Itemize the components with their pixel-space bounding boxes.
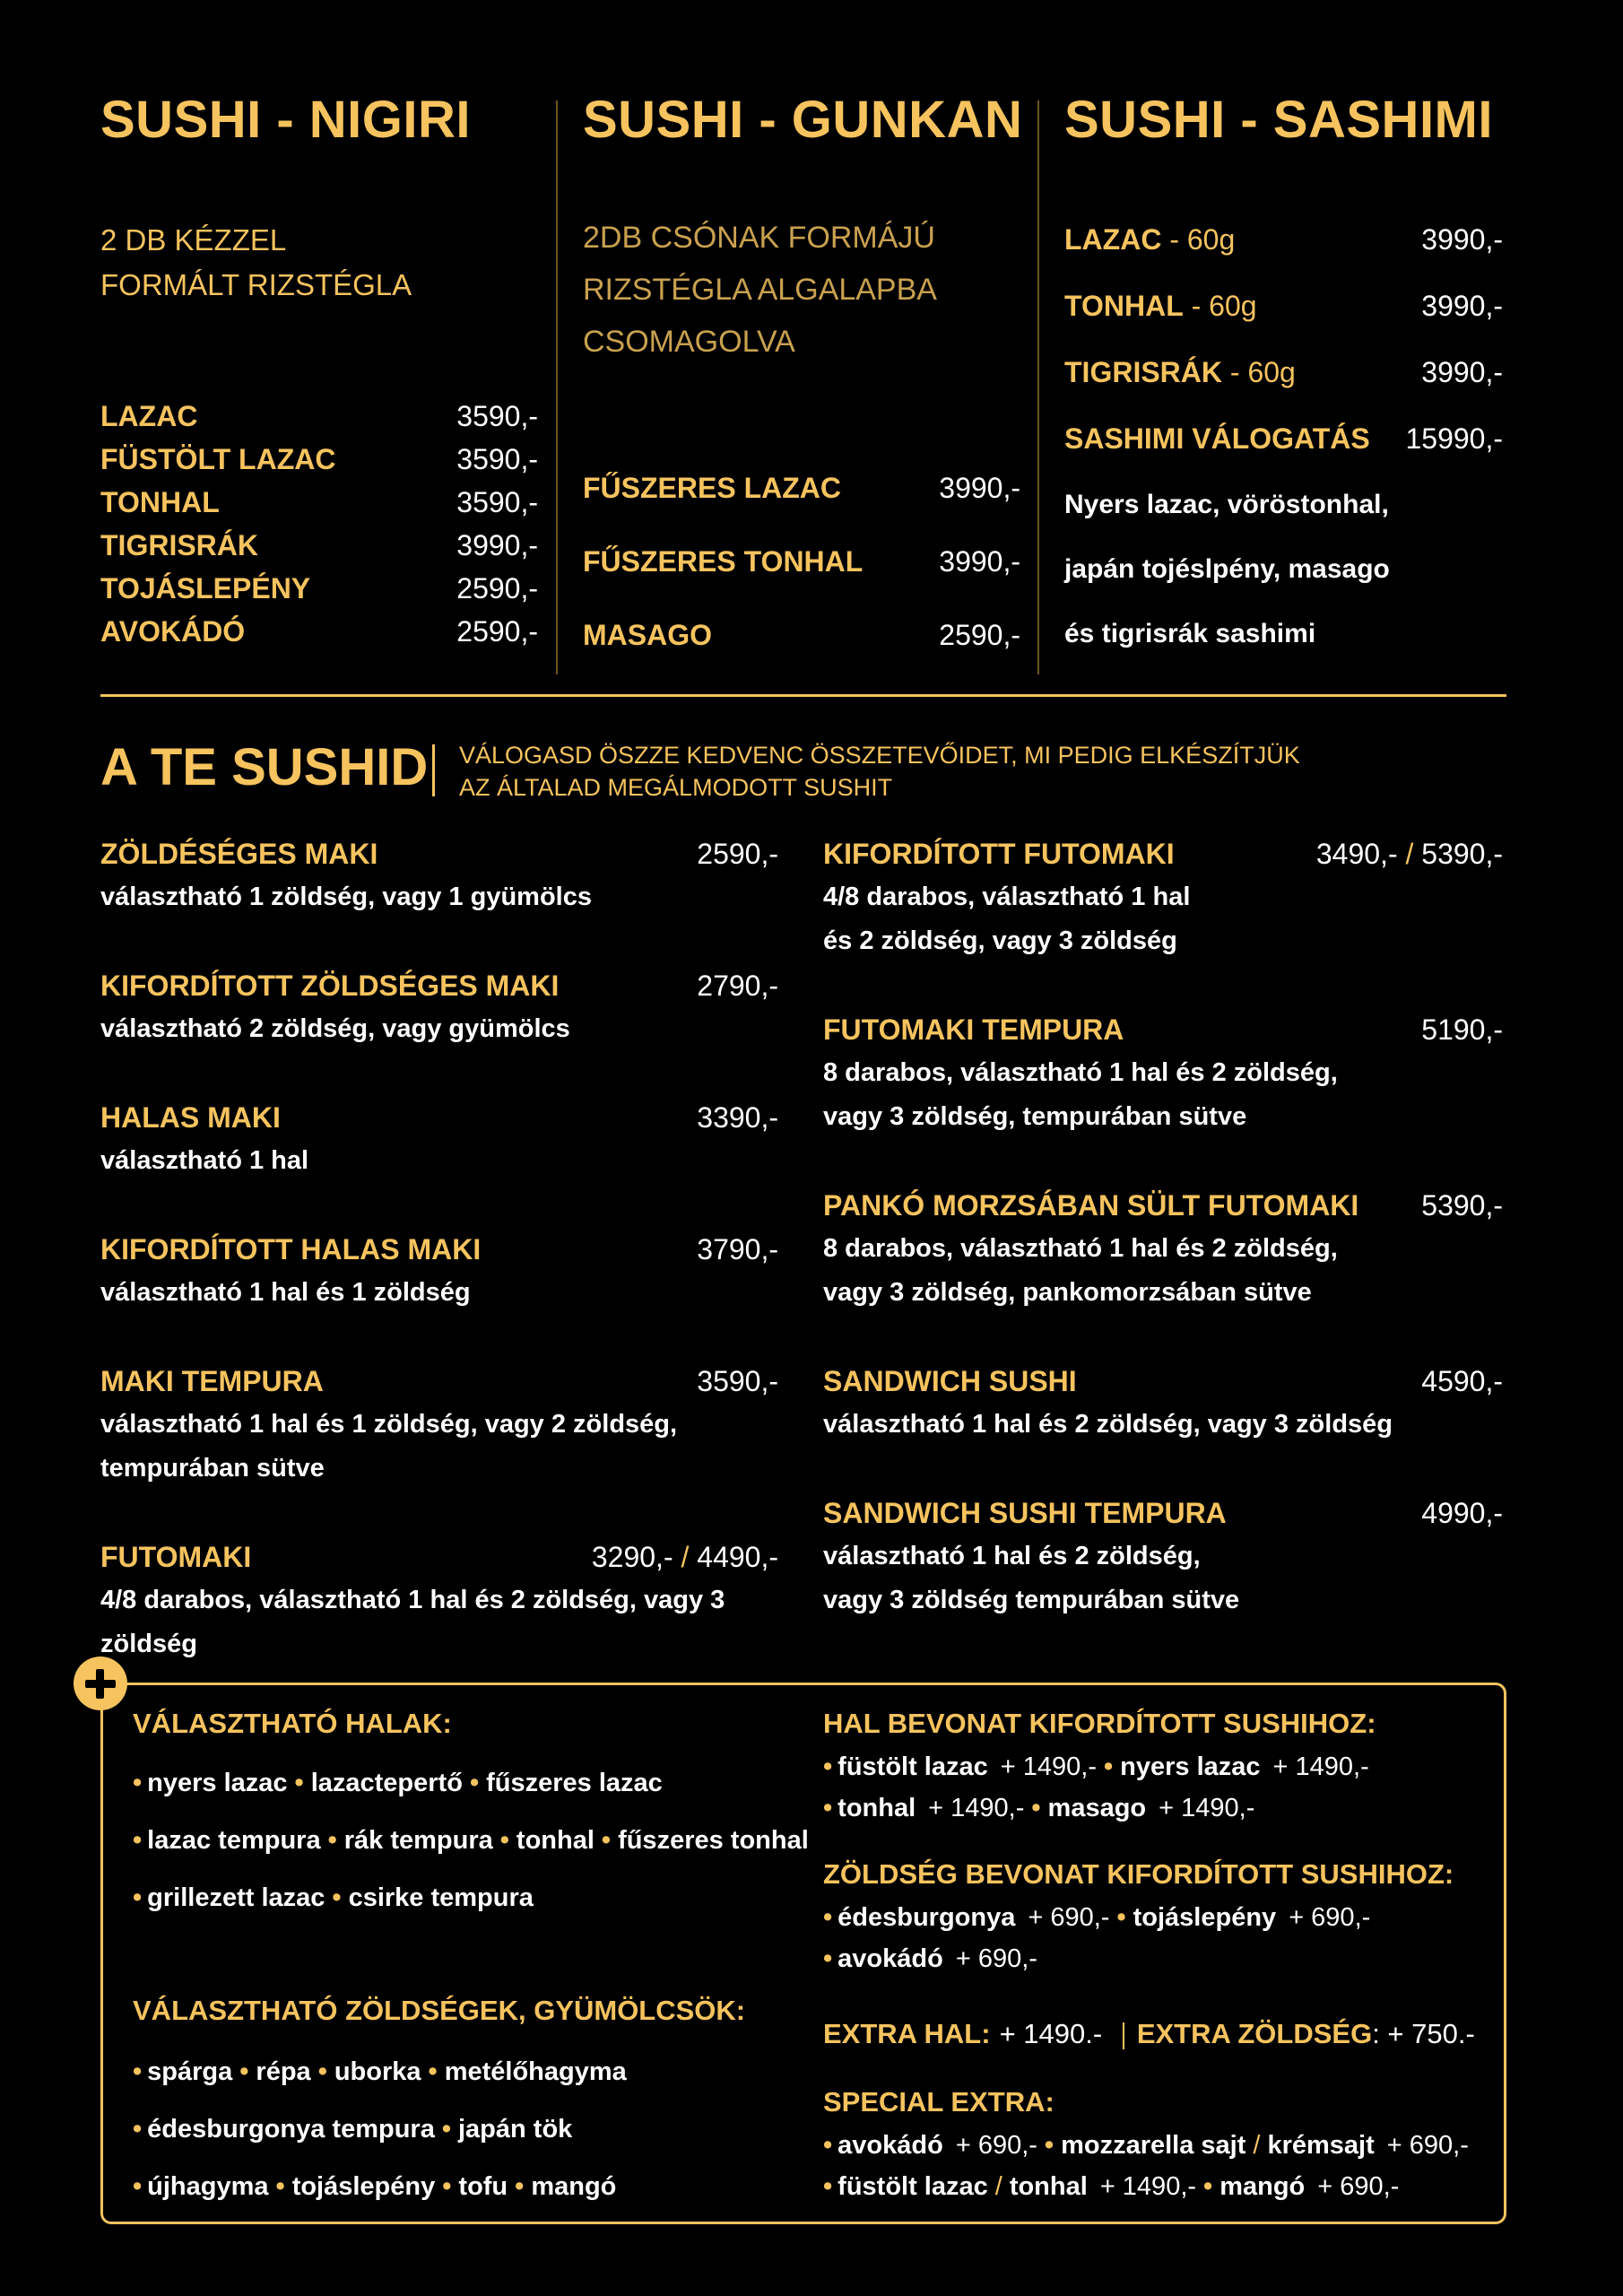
bullet-icon: • (294, 1769, 304, 1797)
nigiri-title: SUSHI - NIGIRI (100, 91, 472, 149)
nigiri-intro (100, 218, 412, 308)
sashimi-desc-line: japán tojéslpény, masago (1064, 554, 1390, 584)
item-name (1064, 290, 1257, 323)
bullet-icon: • (1044, 2131, 1055, 2160)
veg-title: VÁLASZTHATÓ ZÖLDSÉGEK, GYÜMÖLCSÖK: (133, 1995, 746, 2026)
option: lazactepertő (310, 1769, 463, 1797)
option-price: + 1490,- (1272, 1752, 1369, 1781)
item-name: LAZAC (100, 399, 198, 432)
option-price: + 1490,- (1000, 1752, 1097, 1781)
title-divider (432, 744, 435, 796)
column-divider (1037, 100, 1039, 674)
option: füstölt lazac (838, 2172, 988, 2201)
gunkan-item (583, 466, 1020, 509)
sashimi-item (1064, 218, 1503, 261)
nigiri-item (100, 395, 538, 438)
maki-desc: választható 1 hal és 1 zöldség, vagy 2 zöldség, (100, 1410, 678, 1439)
option-price: + 690,- (1386, 2131, 1469, 2160)
gunkan-intro-line: CSOMAGOLVA (583, 325, 795, 359)
maki-price: 5390,- (1421, 1188, 1503, 1222)
maki-desc: választható 2 zöldség, vagy gyümölcs (100, 1014, 570, 1043)
price-large: 5390,- (1421, 837, 1503, 870)
item-weight: - 60g (1222, 355, 1296, 388)
option: grillezett lazac (147, 1883, 325, 1912)
bullet-icon: • (133, 2057, 143, 2086)
item-name-text: LAZAC (1064, 222, 1162, 256)
extra-veg-price: : + 750.- (1372, 2018, 1475, 2049)
maki-name: HALAS MAKI (100, 1100, 281, 1134)
extra-fish-label: EXTRA HAL: (823, 2018, 991, 2049)
item-name-text: TONHAL (1064, 289, 1184, 322)
bullet-icon: • (317, 2057, 327, 2086)
maki-price: 2790,- (697, 969, 778, 1002)
option: masago (1047, 1794, 1147, 1822)
option: édesburgonya tempura (147, 2115, 435, 2144)
item-price: 2590,- (456, 571, 538, 604)
special-title: SPECIAL EXTRA: (823, 2086, 1055, 2118)
bullet-icon: • (133, 2172, 143, 2201)
option: mozzarella sajt (1061, 2131, 1246, 2160)
sushid-subtitle (459, 739, 1300, 804)
maki-price: 3390,- (697, 1100, 778, 1134)
maki-price: 4990,- (1421, 1496, 1503, 1529)
nigiri-item (100, 438, 538, 481)
extra-veg-label: EXTRA ZÖLDSÉG (1136, 2018, 1373, 2049)
option-price: + 1490,- (928, 1794, 1025, 1822)
bullet-icon: • (332, 1883, 342, 1912)
maki-item (823, 1492, 1503, 1622)
option: répa (256, 2057, 311, 2086)
maki-price: 4590,- (1421, 1364, 1503, 1397)
item-name (1064, 422, 1370, 456)
item-price: 3990,- (1421, 222, 1503, 256)
maki-name: ZÖLDÉSÉGES MAKI (100, 837, 378, 870)
bullet-icon: • (441, 2115, 451, 2144)
special-line (823, 2127, 1469, 2163)
item-weight: - 60g (1161, 222, 1236, 256)
maki-price: 3590,- (697, 1364, 778, 1397)
veg-coat-line (823, 1941, 1037, 1977)
plus-icon (74, 1657, 127, 1710)
maki-item (823, 1008, 1503, 1139)
maki-desc: választható 1 hal és 1 zöldség (100, 1278, 471, 1307)
option-separator: / (994, 2172, 1002, 2201)
option-price: + 1490,- (1159, 1794, 1255, 1822)
option: tojáslepény (1133, 1903, 1277, 1932)
option-price: + 690,- (1289, 1903, 1371, 1932)
option: tonhal (516, 1826, 595, 1855)
sashimi-title: SUSHI - SASHIMI (1064, 91, 1493, 149)
bullet-icon: • (239, 2057, 249, 2086)
veg-coat-line (823, 1900, 1370, 1935)
maki-name: MAKI TEMPURA (100, 1364, 324, 1397)
maki-desc: tempurában sütve (100, 1454, 325, 1483)
maki-item (823, 1184, 1503, 1315)
extra-divider (1123, 2022, 1124, 2049)
maki-desc: 4/8 darabos, választható 1 hal (823, 883, 1191, 911)
maki-price (592, 1541, 778, 1574)
maki-item (100, 1228, 778, 1315)
maki-desc: választható 1 hal (100, 1146, 309, 1175)
item-name: FŰSZERES LAZAC (583, 471, 841, 504)
option: krémsajt (1267, 2131, 1375, 2160)
bullet-icon: • (1031, 1794, 1041, 1822)
maki-name: KIFORDÍTOTT ZÖLDSÉGES MAKI (100, 969, 560, 1002)
maki-name: SANDWICH SUSHI (823, 1364, 1077, 1397)
nigiri-item (100, 524, 538, 567)
item-name: TIGRISRÁK (100, 528, 258, 561)
bullet-icon: • (823, 1903, 833, 1932)
bullet-icon: • (1203, 2172, 1213, 2201)
item-price: 3990,- (456, 528, 538, 561)
option: csirke tempura (348, 1883, 534, 1912)
option: fűszeres tonhal (618, 1826, 809, 1855)
bullet-icon: • (133, 1826, 143, 1855)
item-price: 15990,- (1405, 422, 1503, 455)
subtitle-line: VÁLOGASD ÖSZZE KEDVENC ÖSSZETEVŐIDET, MI PEDIG ELKÉSZÍTJÜK (459, 742, 1300, 769)
option: édesburgonya (838, 1903, 1016, 1932)
option: metélőhagyma (444, 2057, 627, 2086)
maki-desc: vagy 3 zöldség, pankomorzsában sütve (823, 1278, 1312, 1307)
gunkan-title: SUSHI - GUNKAN (583, 91, 1023, 149)
option: tonhal (838, 1794, 916, 1822)
sashimi-item (1064, 417, 1503, 460)
fish-line (133, 1765, 663, 1801)
option: mangó (1219, 2172, 1306, 2201)
sashimi-desc-line: és tigrisrák sashimi (1064, 619, 1316, 648)
bullet-icon: • (1103, 1752, 1114, 1781)
bullet-icon: • (327, 1826, 337, 1855)
item-price: 2590,- (456, 614, 538, 648)
bullet-icon: • (515, 2172, 525, 2201)
extra-fish-price: + 1490.- (999, 2018, 1103, 2049)
fish-coat-line (823, 1749, 1369, 1785)
gunkan-intro (583, 212, 937, 368)
option-price: + 690,- (1028, 1903, 1110, 1932)
bullet-icon: • (133, 1769, 143, 1797)
maki-item (100, 1535, 778, 1666)
maki-desc: vagy 3 zöldség tempurában sütve (823, 1586, 1240, 1614)
bullet-icon: • (823, 1944, 833, 1973)
fish-title: VÁLASZTHATÓ HALAK: (133, 1708, 452, 1739)
maki-desc: 8 darabos, választható 1 hal és 2 zöldség, (823, 1058, 1338, 1087)
maki-item (100, 832, 778, 919)
option: avokádó (838, 1944, 943, 1973)
maki-name: FUTOMAKI TEMPURA (823, 1013, 1124, 1046)
item-name: MASAGO (583, 618, 712, 651)
maki-desc: 8 darabos, választható 1 hal és 2 zöldség, (823, 1234, 1338, 1263)
item-price: 3990,- (1421, 355, 1503, 388)
sushid-title: A TE SUSHID (100, 738, 429, 796)
option: uborka (334, 2057, 421, 2086)
item-price: 2590,- (939, 618, 1020, 651)
bullet-icon: • (133, 2115, 143, 2144)
nigiri-intro-line: FORMÁLT RIZSTÉGLA (100, 268, 412, 301)
item-weight: - 60g (1183, 289, 1257, 322)
item-price: 3590,- (456, 442, 538, 475)
item-price: 3990,- (939, 544, 1020, 578)
item-price: 3590,- (456, 485, 538, 518)
fish-line (133, 1880, 534, 1916)
fish-coat-title: HAL BEVONAT KIFORDÍTOTT SUSHIHOZ: (823, 1708, 1376, 1739)
item-name-text: TIGRISRÁK (1064, 355, 1222, 388)
maki-item (100, 964, 778, 1051)
maki-item (100, 1096, 778, 1183)
option: tofu (458, 2172, 508, 2201)
option-price: + 1490,- (1099, 2172, 1197, 2201)
option: mangó (531, 2172, 617, 2201)
item-name: FŰSZERES TONHAL (583, 544, 864, 578)
maki-price (1316, 838, 1503, 871)
maki-desc: 4/8 darabos, választható 1 hal és 2 zöldség, vagy 3 zöldség (100, 1586, 725, 1658)
option: nyers lazac (147, 1769, 288, 1797)
option: nyers lazac (1120, 1752, 1261, 1781)
item-name (1064, 223, 1235, 257)
maki-name: SANDWICH SUSHI TEMPURA (823, 1496, 1227, 1529)
veg-line (133, 2111, 572, 2147)
maki-price: 3790,- (697, 1232, 778, 1265)
price-small: 3290,- (591, 1540, 673, 1573)
option: spárga (147, 2057, 233, 2086)
extra-line (823, 2016, 1475, 2052)
price-separator: / (1405, 837, 1414, 870)
option: japán tök (458, 2115, 573, 2144)
maki-name: FUTOMAKI (100, 1540, 252, 1573)
veg-line (133, 2054, 627, 2090)
maki-desc: választható 1 hal és 2 zöldség, vagy 3 zöldség (823, 1410, 1393, 1439)
veg-coat-title: ZÖLDSÉG BEVONAT KIFORDÍTOTT SUSHIHOZ: (823, 1858, 1454, 1890)
section-divider (100, 694, 1506, 697)
bullet-icon: • (469, 1769, 480, 1797)
item-name (1064, 356, 1296, 389)
bullet-icon: • (133, 1883, 143, 1912)
maki-desc: választható 1 hal és 2 zöldség, (823, 1542, 1201, 1570)
option: avokádó (838, 2131, 943, 2160)
option: füstölt lazac (838, 1752, 988, 1781)
maki-desc: és 2 zöldség, vagy 3 zöldség (823, 926, 1177, 955)
maki-price: 5190,- (1421, 1013, 1503, 1046)
bullet-icon: • (442, 2172, 452, 2201)
nigiri-intro-line: 2 DB KÉZZEL (100, 223, 287, 257)
option-price: + 690,- (955, 2131, 1037, 2160)
fish-line (133, 1822, 809, 1858)
option: újhagyma (147, 2172, 269, 2201)
option-price: + 690,- (1317, 2172, 1400, 2201)
maki-desc: választható 1 zöldség, vagy 1 gyümölcs (100, 883, 592, 911)
maki-name: PANKÓ MORZSÁBAN SÜLT FUTOMAKI (823, 1188, 1359, 1222)
nigiri-item (100, 567, 538, 610)
option: tonhal (1009, 2172, 1088, 2201)
bullet-icon: • (823, 2172, 833, 2201)
bullet-icon: • (428, 2057, 438, 2086)
item-name-text: SASHIMI VÁLOGATÁS (1064, 422, 1370, 455)
gunkan-item (583, 540, 1020, 583)
bullet-icon: • (601, 1826, 612, 1855)
price-separator: / (681, 1540, 690, 1573)
maki-item (823, 832, 1503, 963)
item-price: 3990,- (1421, 289, 1503, 322)
item-name: AVOKÁDÓ (100, 614, 246, 648)
gunkan-intro-line: RIZSTÉGLA ALGALAPBA (583, 273, 937, 307)
sashimi-description (1064, 473, 1390, 666)
item-price: 3990,- (939, 471, 1020, 504)
bullet-icon: • (499, 1826, 509, 1855)
price-small: 3490,- (1315, 837, 1398, 870)
subtitle-line: AZ ÁLTALAD MEGÁLMODOTT SUSHIT (459, 774, 893, 801)
column-divider (556, 100, 558, 674)
item-price: 3590,- (456, 399, 538, 432)
maki-price: 2590,- (697, 837, 778, 870)
item-name: TONHAL (100, 485, 220, 518)
sashimi-item (1064, 351, 1503, 394)
nigiri-item (100, 610, 538, 653)
option: fűszeres lazac (486, 1769, 663, 1797)
maki-name: KIFORDÍTOTT HALAS MAKI (100, 1232, 482, 1265)
item-name: TOJÁSLEPÉNY (100, 571, 311, 604)
maki-item (100, 1360, 778, 1491)
maki-desc: vagy 3 zöldség, tempurában sütve (823, 1102, 1247, 1131)
sashimi-item (1064, 284, 1503, 327)
option: rák tempura (343, 1826, 493, 1855)
bullet-icon: • (1116, 1903, 1126, 1932)
special-line (823, 2169, 1399, 2205)
gunkan-intro-line: 2DB CSÓNAK FORMÁJÚ (583, 221, 935, 255)
bullet-icon: • (823, 1752, 833, 1781)
option: lazac tempura (147, 1826, 321, 1855)
fish-coat-line (823, 1790, 1254, 1826)
veg-line (133, 2169, 616, 2205)
price-large: 4490,- (697, 1540, 778, 1573)
item-name: FÜSTÖLT LAZAC (100, 442, 336, 475)
option: tojáslepény (291, 2172, 436, 2201)
maki-name: KIFORDÍTOTT FUTOMAKI (823, 837, 1175, 870)
bullet-icon: • (823, 2131, 833, 2160)
sashimi-desc-line: Nyers lazac, vöröstonhal, (1064, 490, 1389, 519)
gunkan-item (583, 613, 1020, 657)
maki-item (823, 1360, 1503, 1447)
bullet-icon: • (275, 2172, 285, 2201)
option-separator: / (1253, 2131, 1261, 2160)
bullet-icon: • (823, 1794, 833, 1822)
nigiri-item (100, 481, 538, 524)
option-price: + 690,- (955, 1944, 1037, 1973)
